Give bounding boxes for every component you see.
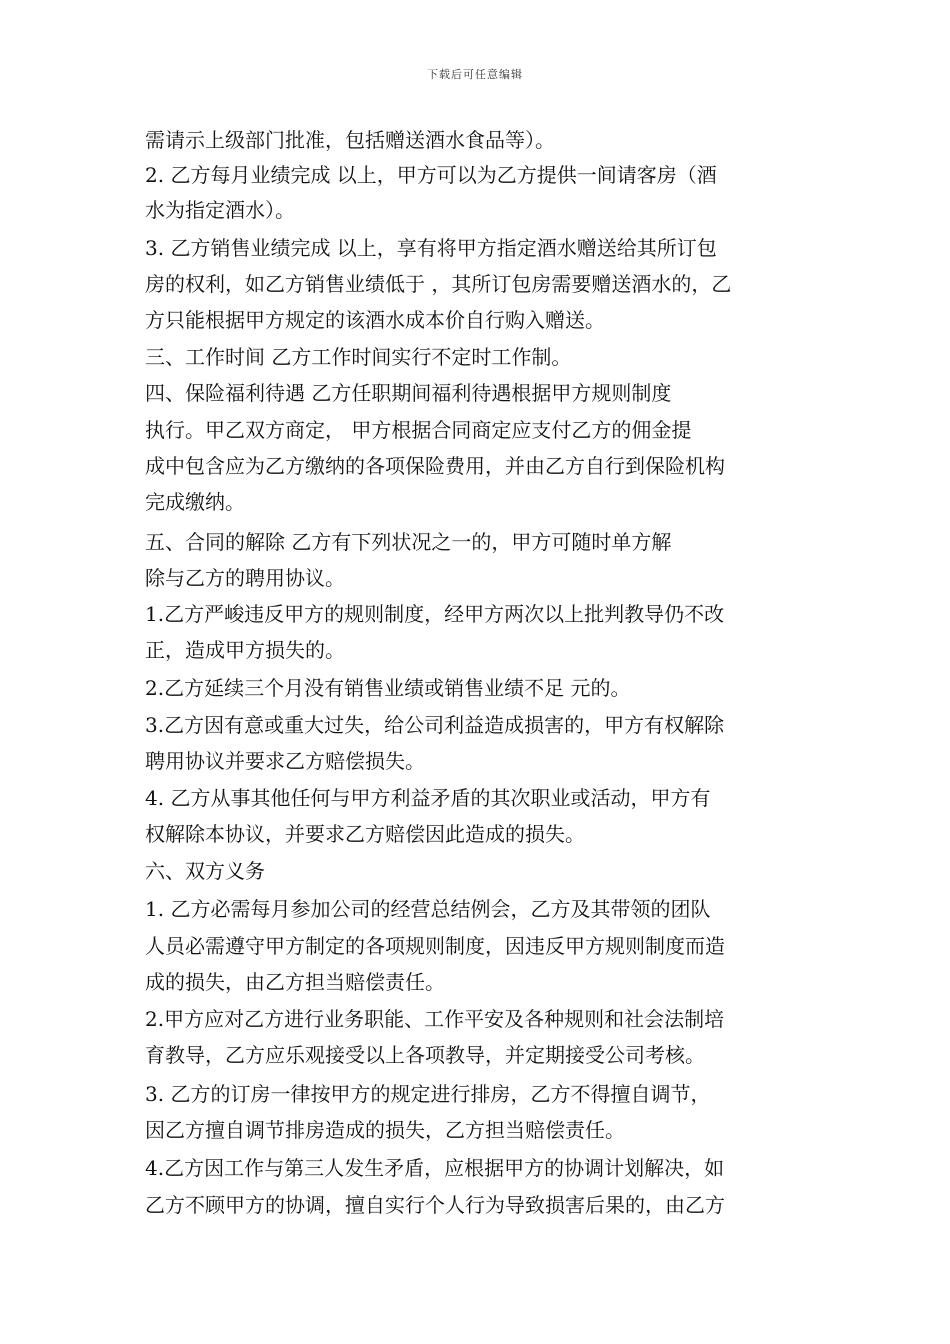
- page-header: 下载后可任意编辑: [427, 68, 523, 81]
- text-line: 聘用协议并要求乙方赔偿损失。: [145, 749, 425, 773]
- text-line: 完成缴纳。: [145, 490, 245, 514]
- text-line: 2. 乙方每月业绩完成 以上，甲方可以为乙方提供一间请客房（酒: [145, 163, 717, 187]
- text-line: 3. 乙方销售业绩完成 以上，享有将甲方指定酒水赠送给其所订包: [145, 236, 717, 260]
- text-line: 成中包含应为乙方缴纳的各项保险费用，并由乙方自行到保险机构: [145, 454, 725, 478]
- text-line: 成的损失，由乙方担当赔偿责任。: [145, 970, 445, 994]
- text-line: 权解除本协议，并要求乙方赔偿因此造成的损失。: [145, 822, 585, 846]
- text-line: 3. 乙方的订房一律按甲方的规定进行排房，乙方不得擅自调节，: [145, 1082, 711, 1106]
- text-line: 执行。甲乙双方商定， 甲方根据合同商定应支付乙方的佣金提: [145, 418, 692, 442]
- text-line: 因乙方擅自调节排房造成的损失，乙方担当赔偿责任。: [145, 1118, 625, 1142]
- text-line: 育教导，乙方应乐观接受以上各项教导，并定期接受公司考核。: [145, 1043, 705, 1067]
- text-line: 四、保险福利待遇 乙方任职期间福利待遇根据甲方规则制度: [145, 381, 672, 405]
- text-line: 房的权利，如乙方销售业绩低于 ，其所订包房需要赠送酒水的，乙: [145, 272, 732, 296]
- text-line: 正，造成甲方损失的。: [145, 638, 345, 662]
- text-line: 人员必需遵守甲方制定的各项规则制度，因违反甲方规则制度而造: [145, 934, 725, 958]
- text-line: 需请示上级部门批准，包括赠送酒水食品等）。: [145, 128, 555, 152]
- text-line: 2.甲方应对乙方进行业务职能、工作平安及各种规则和社会法制培: [145, 1007, 725, 1031]
- text-line: 方只能根据甲方规定的该酒水成本价自行购入赠送。: [145, 308, 605, 332]
- text-line: 三、工作时间 乙方工作时间实行不定时工作制。: [145, 345, 572, 369]
- text-line: 3.乙方因有意或重大过失，给公司利益造成损害的，甲方有权解除: [145, 713, 725, 737]
- text-line: 五、合同的解除 乙方有下列状况之一的，甲方可随时单方解: [145, 530, 672, 554]
- text-line: 六、双方义务: [145, 859, 265, 883]
- text-line: 1.乙方严峻违反甲方的规则制度，经甲方两次以上批判教导仍不改: [145, 602, 725, 626]
- text-line: 1. 乙方必需每月参加公司的经营总结例会，乙方及其带领的团队: [145, 897, 711, 921]
- text-line: 除与乙方的聘用协议。: [145, 566, 345, 590]
- text-line: 水为指定酒水）。: [145, 198, 295, 222]
- text-line: 2.乙方延续三个月没有销售业绩或销售业绩不足 元的。: [145, 676, 631, 700]
- text-line: 4. 乙方从事其他任何与甲方利益矛盾的其次职业或活动，甲方有: [145, 786, 711, 810]
- text-line: 乙方不顾甲方的协调，擅自实行个人行为导致损害后果的，由乙方: [145, 1193, 725, 1217]
- text-line: 4.乙方因工作与第三人发生矛盾，应根据甲方的协调计划解决，如: [145, 1156, 725, 1180]
